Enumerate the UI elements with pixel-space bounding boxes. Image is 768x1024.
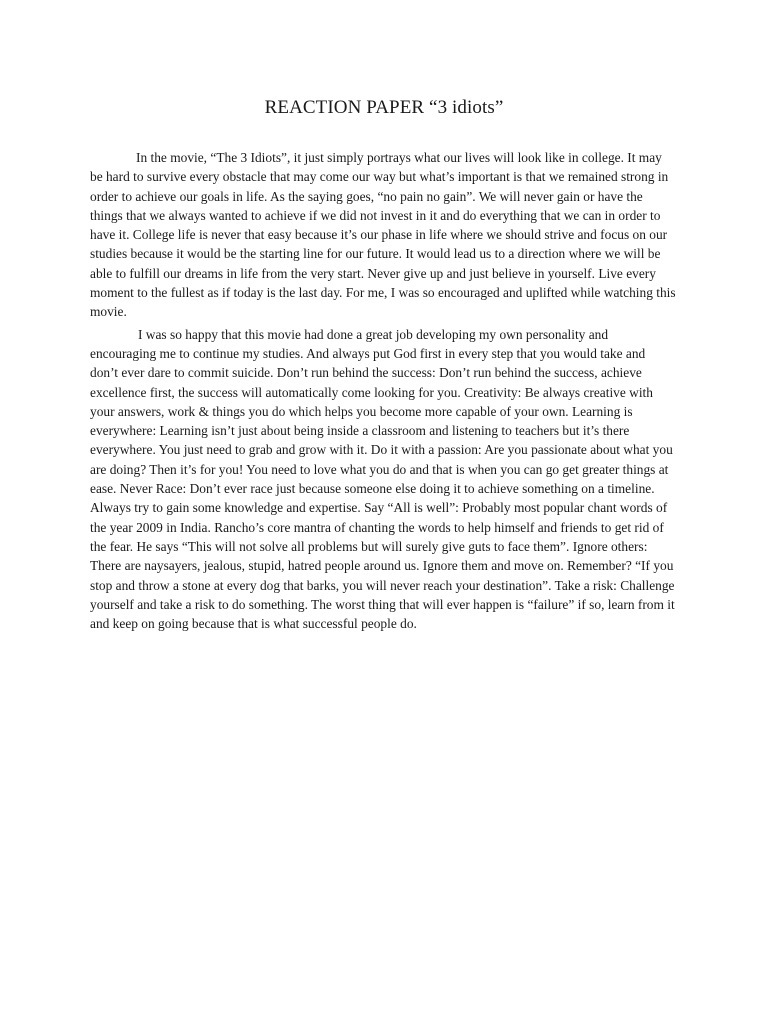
document-title: REACTION PAPER “3 idiots”: [264, 97, 504, 118]
paragraph-1: [90, 148, 676, 322]
paragraph-2-text: I was so happy that this movie had done a great job developing my own personality and encouraging me to continue my studies. And always put God first in every step that you would take and don’t ever dare to commit suicide. Don’t run behind the success: Don’t run behind the success, achieve excellence first, the success will automatically come looking for you. Creativity: Be always creative with your answers, work & things you do which helps you become more capable of your own. Learning is everywhere: Learning isn’t just about being inside a classroom and listening to teachers but it’s there everywhere. You just need to grab and grow with it. Do it with a passion: Are you passionate about what you are doing? Then it’s for you! You need to love what you do and that is when you can go get greater things at ease. Never Race: Don’t ever race just because someone else doing it to achieve something on a timeline. Always try to gain some knowledge and expertise. Say “All is well”: Probably most popular chant words of the year 2009 in India. Rancho’s core mantra of chanting the words to help himself and friends to get rid of the fear. He says “This will not solve all problems but will surely give guts to face them”. Ignore others: There are naysayers, jealous, stupid, hatred people around us. Ignore them and move on. Remember? “If you stop and throw a stone at every dog that barks, you will never reach your destination”. Take a risk: Challenge yourself and take a risk to do something. The worst thing that will ever happen is “failure” if so, learn from it and keep on going because that is what successful people do.: [90, 326, 675, 632]
paragraph-2: [90, 325, 676, 634]
document-body: [90, 148, 676, 633]
paragraph-1-text: In the movie, “The 3 Idiots”, it just simply portrays what our lives will look like in college. It may be hard to survive every obstacle that may come our way but what’s important is that we remained strong in order to achieve our goals in life. As the saying goes, “no pain no gain”. We will never gain or have the things that we always wanted to achieve if we did not invest in it and do everything that we can in order to have it. College life is never that easy because it’s our phase in life where we should strive and focus on our studies because it would be the starting line for our future. It would lead us to a direction where we will be able to fulfill our dreams in life from the very start. Never give up and just believe in yourself. Live every moment to the fullest as if today is the last day. For me, I was so encouraged and uplifted while watching this movie.: [90, 150, 676, 320]
